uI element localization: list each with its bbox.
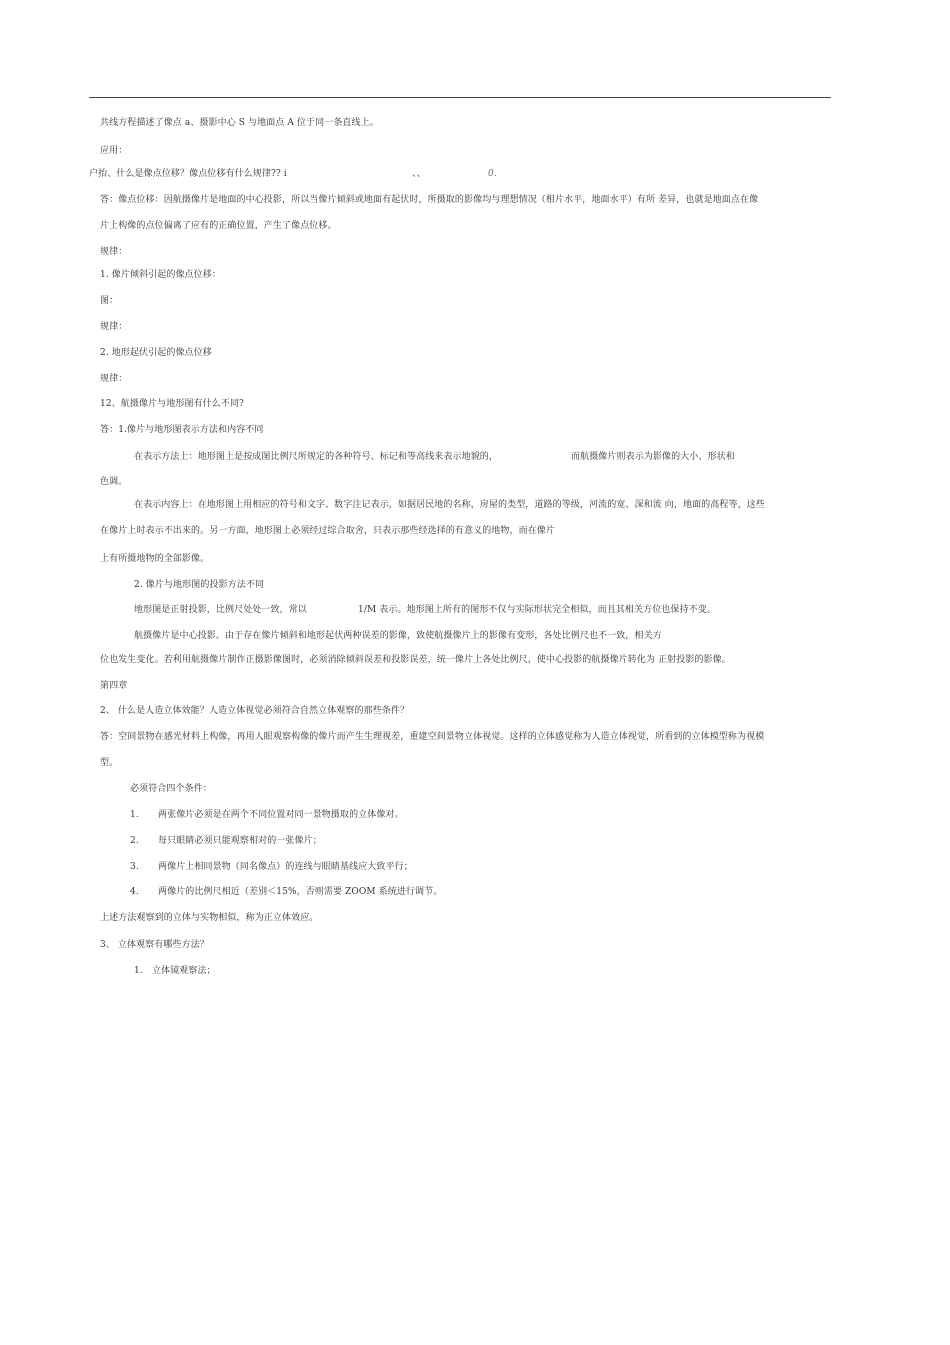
- text-line: 片上构像的点位偏离了应有的正确位置，产生了像点位移。: [100, 221, 337, 231]
- text-fragment: 0.: [488, 169, 497, 179]
- text-line: 答：1.像片与地形图表示方法和内容不同: [100, 425, 264, 435]
- list-item: 两张像片必须是在两个不同位置对同一景物摄取的立体像对。: [158, 810, 404, 820]
- text-line: 规律：: [100, 374, 128, 384]
- text-fragment: 而航摄像片则表示为影像的大小、形状和: [571, 452, 735, 462]
- text-line: 应用：: [100, 146, 128, 156]
- text-line: 地形图是正射投影，比例尺处处一致，常以: [134, 605, 307, 615]
- question-line: 户抬、什么是像点位移？像点位移有什么规律?? i: [89, 169, 287, 179]
- text-line: 共线方程描述了像点 a、摄影中心 S 与地面点 A 位于同一条直线上。: [100, 118, 379, 128]
- list-item: 两像片的比例尺相近（差别＜15%，否则需要 ZOOM 系统进行调节。: [158, 887, 443, 897]
- text-line: 在表示方法上：地形图上是按成图比例尺所规定的各种符号、标记和等高线来表示地貌的，: [134, 452, 499, 462]
- text-line: 2. 像片与地形图的投影方法不同: [134, 580, 265, 590]
- text-line: 规律：: [100, 322, 128, 332]
- list-number: 1.: [130, 810, 139, 820]
- text-line: 图：: [100, 296, 119, 306]
- text-line: 型。: [100, 758, 119, 768]
- text-line: 2. 地形起伏引起的像点位移: [100, 348, 212, 358]
- text-line: 在表示内容上：在地形图上用相应的符号和文字、数字注记表示，如据居民地的名称，房屋的类型，道路的等级，河流的宽、深和流 向，地面的高程等，这些: [134, 500, 765, 510]
- text-fragment: 1/M 表示。地形图上所有的图形不仅与实际形状完全相似，而且其相关方位也保持不变。: [358, 605, 716, 615]
- text-line: 上有所摄地物的全部影像。: [100, 554, 210, 564]
- text-fragment: 、、: [412, 169, 426, 179]
- text-line: 上述方法观察到的立体与实物相似，称为正立体效应。: [100, 913, 319, 923]
- text-line: 色调。: [100, 477, 128, 487]
- list-item: 每只眼睛必须只能观察相对的一张像片；: [158, 836, 322, 846]
- question-line: 12、航摄像片与地形图有什么不同?: [100, 399, 244, 409]
- list-number: 1.: [134, 966, 143, 976]
- list-number: 3.: [130, 862, 139, 872]
- question-line: 2、 什么是人造立体效能？人造立体视觉必须符合自然立体观察的那些条件？: [100, 706, 410, 716]
- text-line: 航摄像片是中心投影。由于存在像片倾斜和地形起伏两种误差的影像，致使航摄像片上的影像有变形，各处比例尺也不一致，相关方: [134, 631, 662, 641]
- list-item: 两像片上相同景物（同名像点）的连线与眼睛基线应大致平行；: [158, 862, 413, 872]
- list-number: 2.: [130, 836, 139, 846]
- text-line: 答：空间景物在感光材料上构像，再用人眼观察构像的像片而产生生理视差，重建空间景物立体视觉。这样的立体感觉称为人造立体视觉，所看到的立体模型称为视模: [100, 732, 765, 742]
- text-line: 必须符合四个条件：: [130, 784, 212, 794]
- text-line: 在像片上时表示不出来的。另一方面，地形图上必须经过综合取舍，只表示那些经选择的有意义的地物，而在像片: [100, 526, 556, 536]
- text-line: 规律：: [100, 247, 128, 257]
- list-number: 4.: [130, 887, 139, 897]
- header-rule: [89, 97, 831, 98]
- text-line: 答：像点位移：因航摄像片是地面的中心投影，所以当像片倾斜或地面有起伏时，所摄取的影像均与理想情况（相片水平，地面水平）有所 差异，也就是地面点在像: [100, 195, 759, 205]
- question-line: 3、 立体观察有哪些方法？: [100, 940, 209, 950]
- text-line: 1. 像片倾斜引起的像点位移：: [100, 270, 221, 280]
- text-line: 位也发生变化。若利用航摄像片制作正摄影像图时，必须消除倾斜误差和投影误差，统一像片上各处比例尺，使中心投影的航摄像片转化为 正射投影的影像。: [100, 655, 731, 665]
- chapter-heading: 第四章: [100, 681, 128, 691]
- list-item: 立体镜观察法；: [152, 966, 216, 976]
